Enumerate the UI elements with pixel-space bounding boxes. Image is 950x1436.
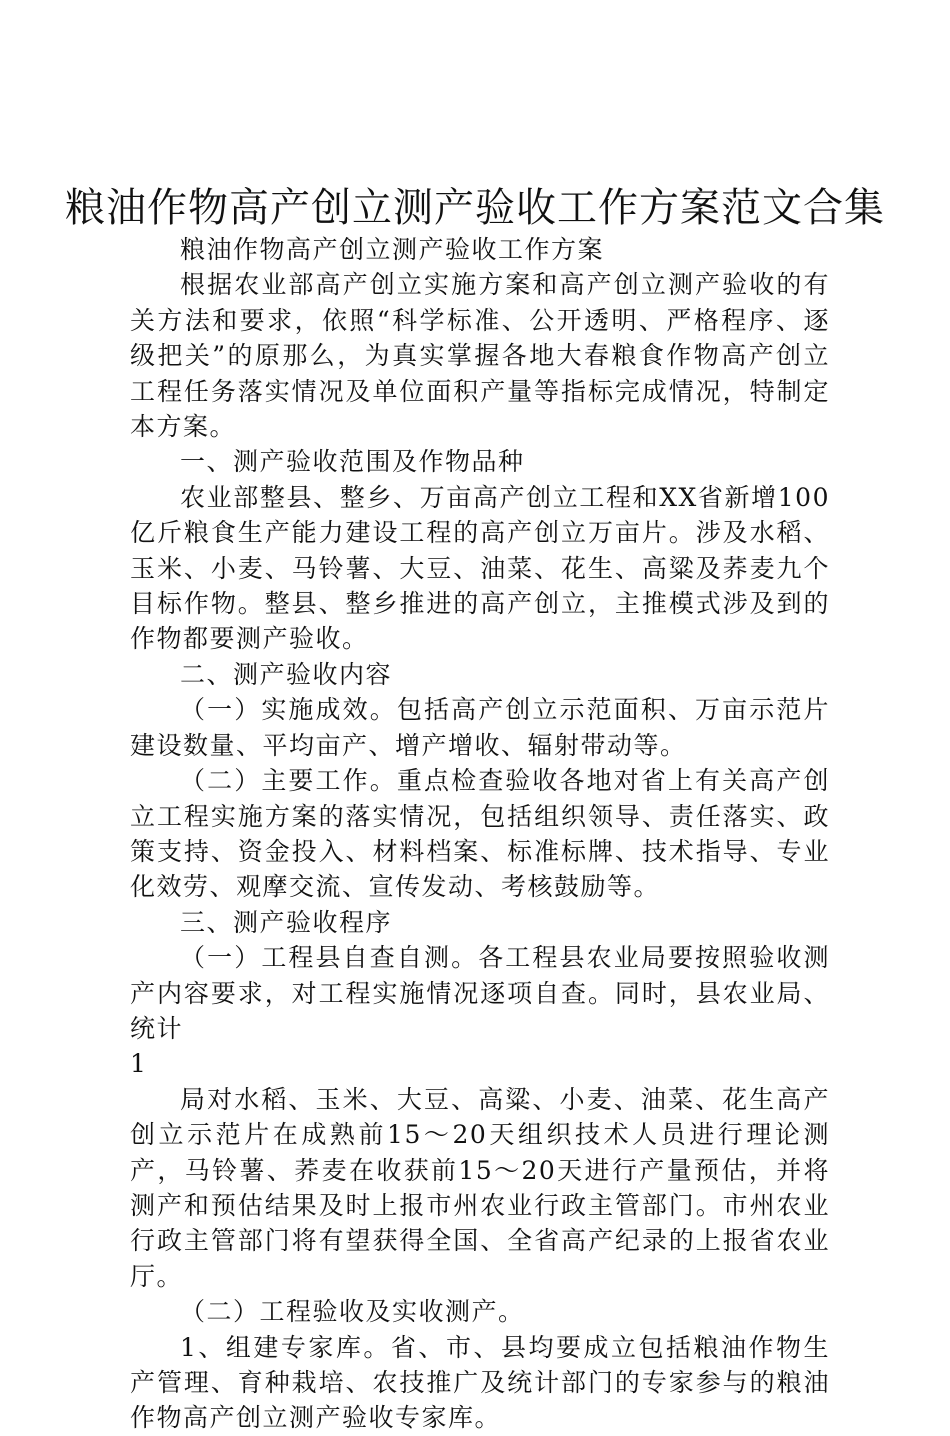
- document-body: [130, 232, 830, 1436]
- paragraph: （二）主要工作。重点检查验收各地对省上有关高产创立工程实施方案的落实情况，包括组织领导、责任落实、政策支持、资金投入、材料档案、标准标牌、技术指导、专业化效劳、观摩交流、宣传发动、考核鼓励等。: [130, 766, 830, 902]
- section-heading: 一、测产验收范围及作物品种: [180, 447, 525, 477]
- paragraph: （二）工程验收及实收测产。: [180, 1297, 525, 1327]
- section-heading: 三、测产验收程序: [180, 907, 393, 937]
- paragraph: 局对水稻、玉米、大豆、高粱、小麦、油菜、花生高产创立示范片在成熟前15～20天组织技术人员进行理论测产，马铃薯、荞麦在收获前15～20天进行产量预估，并将测产和预估结果及时上报市州农业行政主管部门。市州农业行政主管部门将有望获得全国、全省高产纪录的上报省农业厅。: [130, 1084, 830, 1291]
- section-title: 粮油作物高产创立测产验收工作方案: [180, 235, 605, 264]
- paragraph: 农业部整县、整乡、万亩高产创立工程和XX省新增100亿斤粮食生产能力建设工程的高产创立万亩片。涉及水稻、玉米、小麦、马铃薯、大豆、油菜、花生、高粱及荞麦九个目标作物。整县、整乡推进的高产创立，主推模式涉及到的作物都要测产验收。: [130, 482, 830, 654]
- section-heading: 二、测产验收内容: [180, 659, 393, 689]
- document-title: 粮油作物高产创立测产验收工作方案范文合集: [65, 185, 885, 231]
- paragraph: （一）工程县自查自测。各工程县农业局要按照验收测产内容要求，对工程实施情况逐项自查。同时，县农业局、统计: [130, 943, 830, 1043]
- page-number: 1: [130, 1049, 148, 1079]
- paragraph: （一）实施成效。包括高产创立示范面积、万亩示范片建设数量、平均亩产、增产增收、辐射带动等。: [130, 695, 830, 760]
- paragraph: 根据农业部高产创立实施方案和高产创立测产验收的有关方法和要求，依照“科学标准、公开透明、严格程序、逐级把关”的原那么，为真实掌握各地大春粮食作物高产创立工程任务落实情况及单位面积产量等指标完成情况，特制定本方案。: [130, 270, 830, 442]
- paragraph: 1、组建专家库。省、市、县均要成立包括粮油作物生产管理、育种栽培、农技推广及统计部门的专家参与的粮油作物高产创立测产验收专家库。: [130, 1332, 830, 1433]
